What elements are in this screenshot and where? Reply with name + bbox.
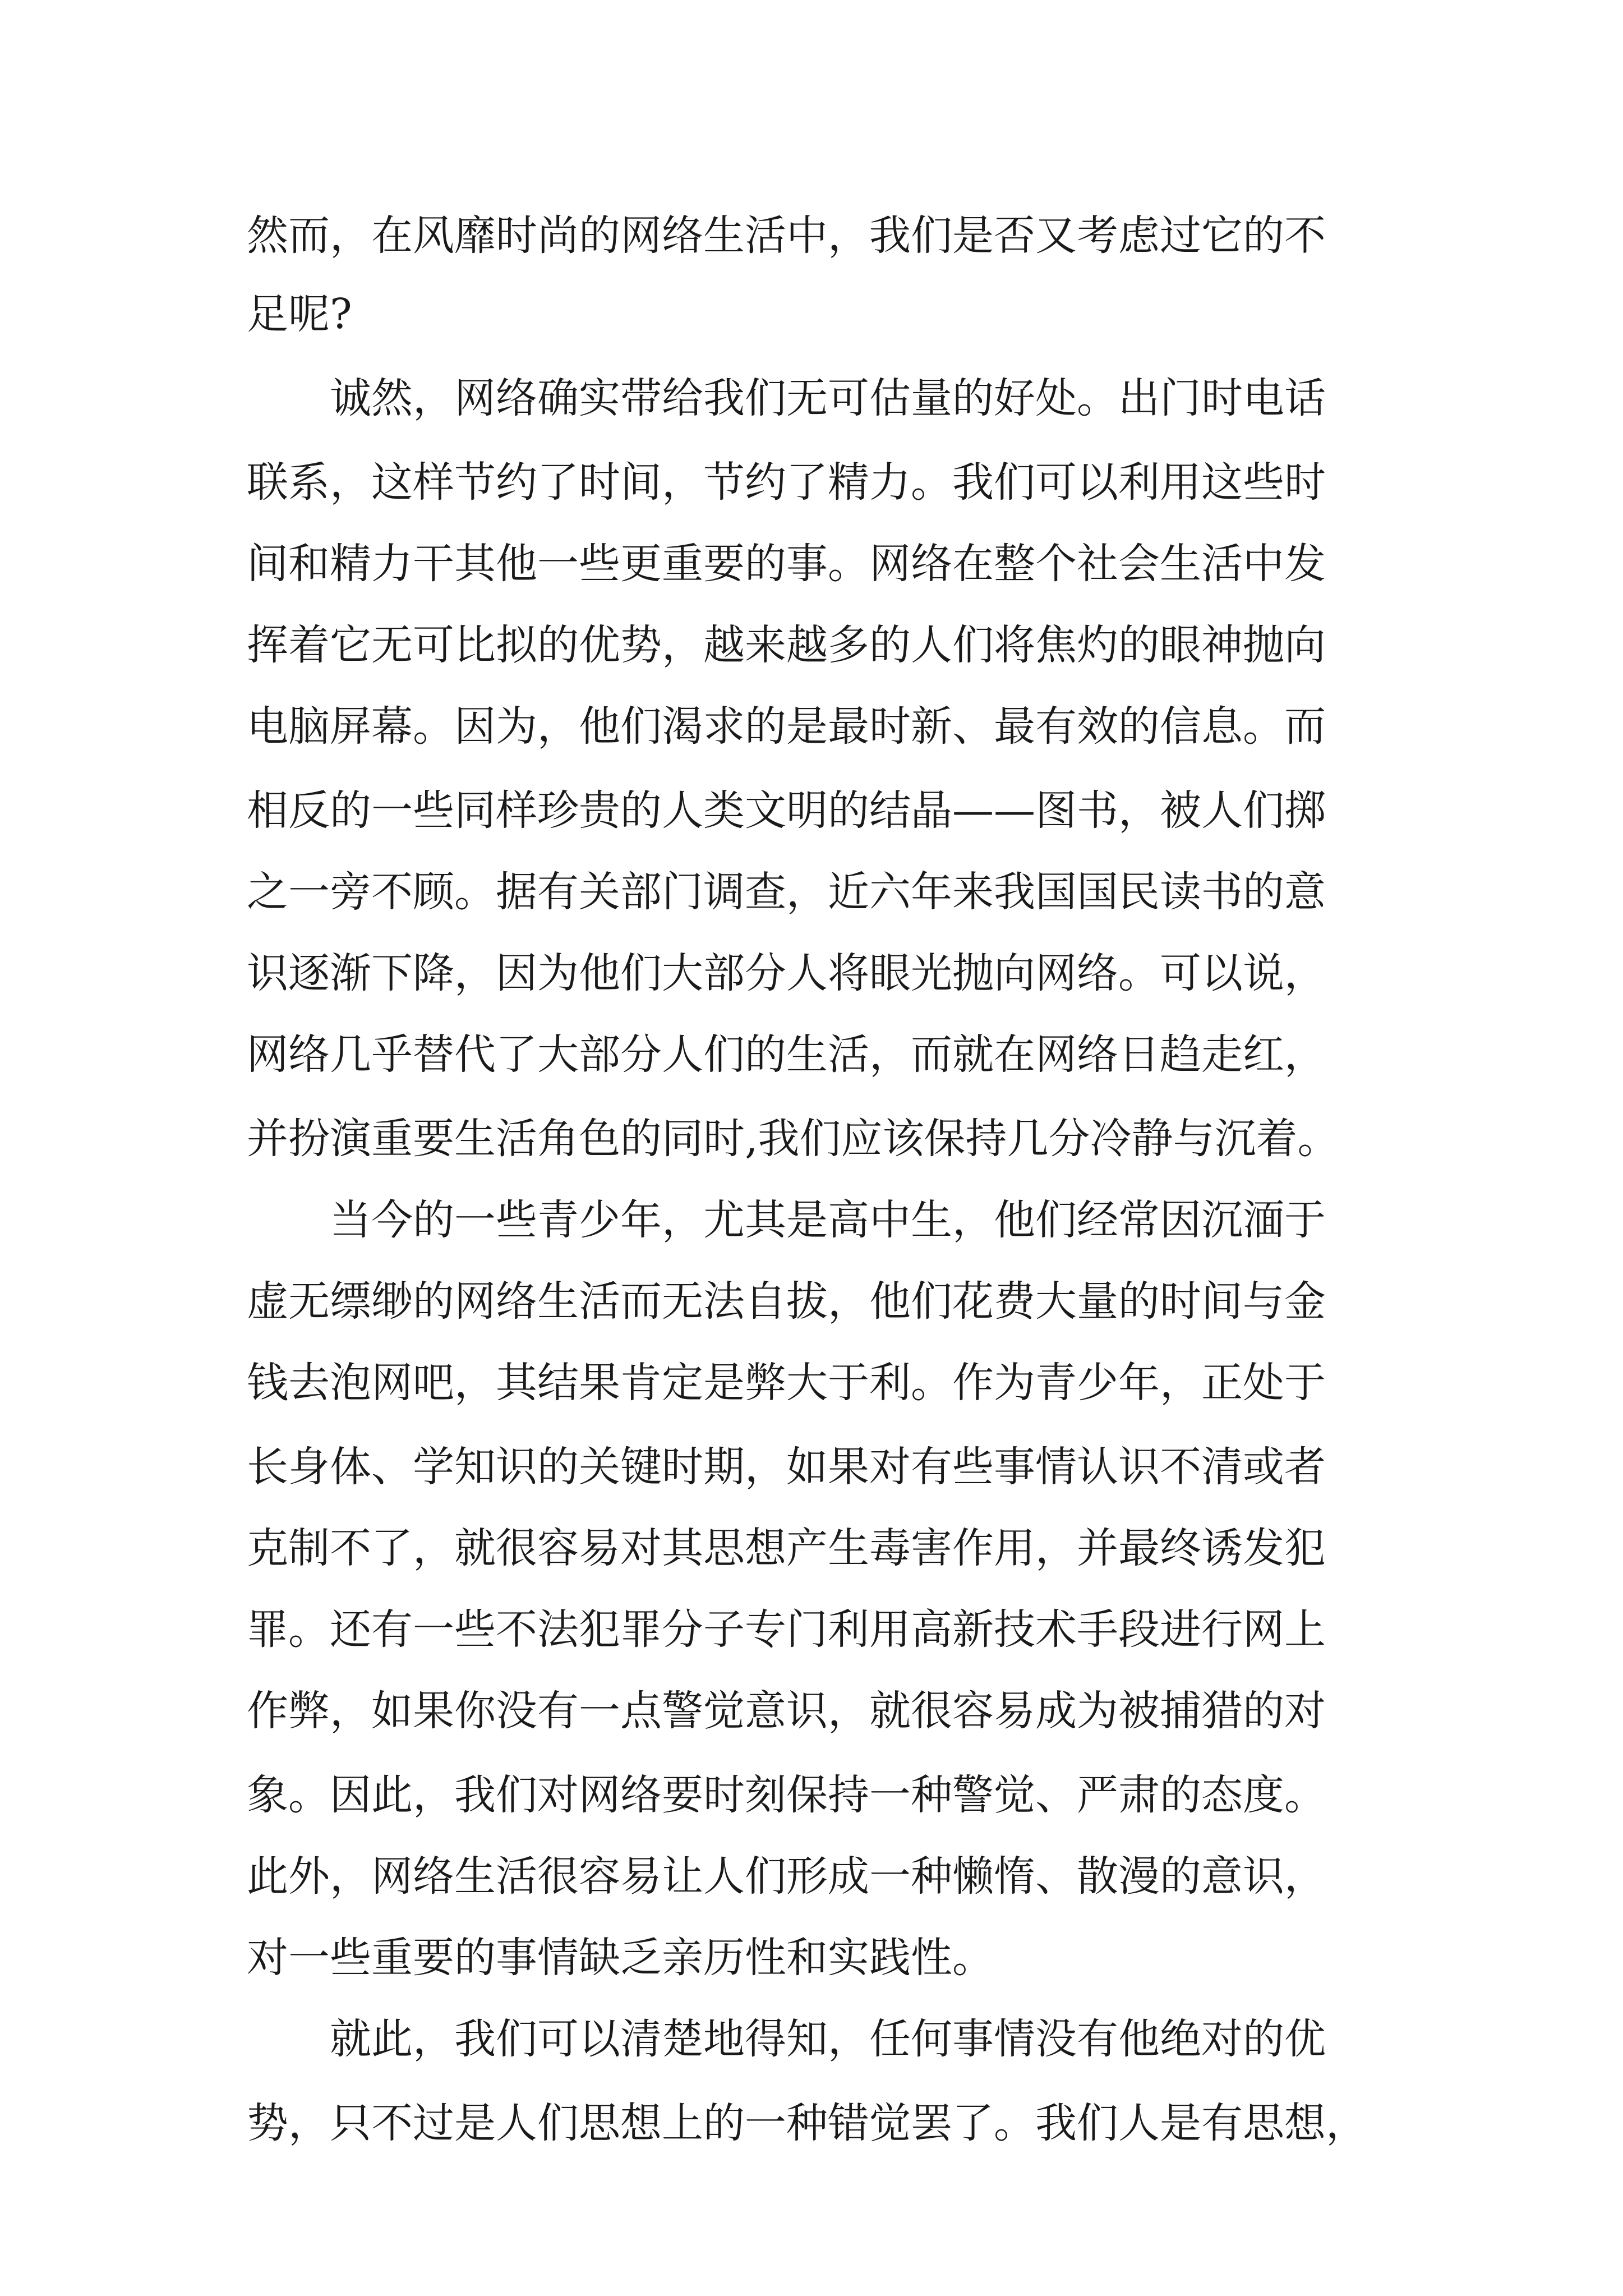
text-line: 相反的一些同样珍贵的人类文明的结晶——图书，被人们掷	[247, 786, 1326, 835]
text-line: 然而，在风靡时尚的网络生活中，我们是否又考虑过它的不	[247, 211, 1326, 260]
text-line: 网络几乎替代了大部分人们的生活，而就在网络日趋走红，	[247, 1030, 1326, 1079]
text-line: 挥着它无可比拟的优势，越来越多的人们将焦灼的眼神抛向	[247, 621, 1326, 669]
text-line: 作弊，如果你没有一点警觉意识，就很容易成为被捕猎的对	[247, 1687, 1326, 1735]
text-line: 间和精力干其他一些更重要的事。网络在整个社会生活中发	[247, 540, 1326, 588]
text-line: 之一旁不顾。据有关部门调查，近六年来我国国民读书的意	[247, 868, 1326, 916]
text-line: 当今的一些青少年，尤其是高中生，他们经常因沉湎于	[247, 1196, 1326, 1244]
text-line: 联系，这样节约了时间，节约了精力。我们可以利用这些时	[247, 458, 1326, 507]
text-line: 势，只不过是人们思想上的一种错觉罢了。我们人是有思想，	[247, 2099, 1367, 2147]
text-line: 对一些重要的事情缺乏亲历性和实践性。	[247, 1934, 994, 1982]
text-line: 此外，网络生活很容易让人们形成一种懒惰、散漫的意识，	[247, 1852, 1326, 1901]
text-line: 识逐渐下降，因为他们大部分人将眼光抛向网络。可以说，	[247, 949, 1326, 997]
text-line: 足呢?	[247, 290, 352, 338]
text-line: 虚无缥缈的网络生活而无法自拔，他们花费大量的时间与金	[247, 1277, 1326, 1326]
text-line: 长身体、学知识的关键时期，如果对有些事情认识不清或者	[247, 1443, 1326, 1491]
text-line: 钱去泡网吧，其结果肯定是弊大于利。作为青少年，正处于	[247, 1359, 1326, 1407]
text-line: 电脑屏幕。因为，他们渴求的是最时新、最有效的信息。而	[247, 702, 1326, 751]
text-line: 克制不了，就很容易对其思想产生毒害作用，并最终诱发犯	[247, 1524, 1326, 1572]
text-line: 罪。还有一些不法犯罪分子专门利用高新技术手段进行网上	[247, 1605, 1326, 1654]
text-line: 并扮演重要生活角色的同时,我们应该保持几分冷静与沉着。	[247, 1115, 1339, 1163]
text-line: 诚然，网络确实带给我们无可估量的好处。出门时电话	[247, 374, 1326, 422]
text-line: 就此，我们可以清楚地得知，任何事情没有他绝对的优	[247, 2015, 1326, 2063]
text-line: 象。因此，我们对网络要时刻保持一种警觉、严肃的态度。	[247, 1771, 1326, 1819]
